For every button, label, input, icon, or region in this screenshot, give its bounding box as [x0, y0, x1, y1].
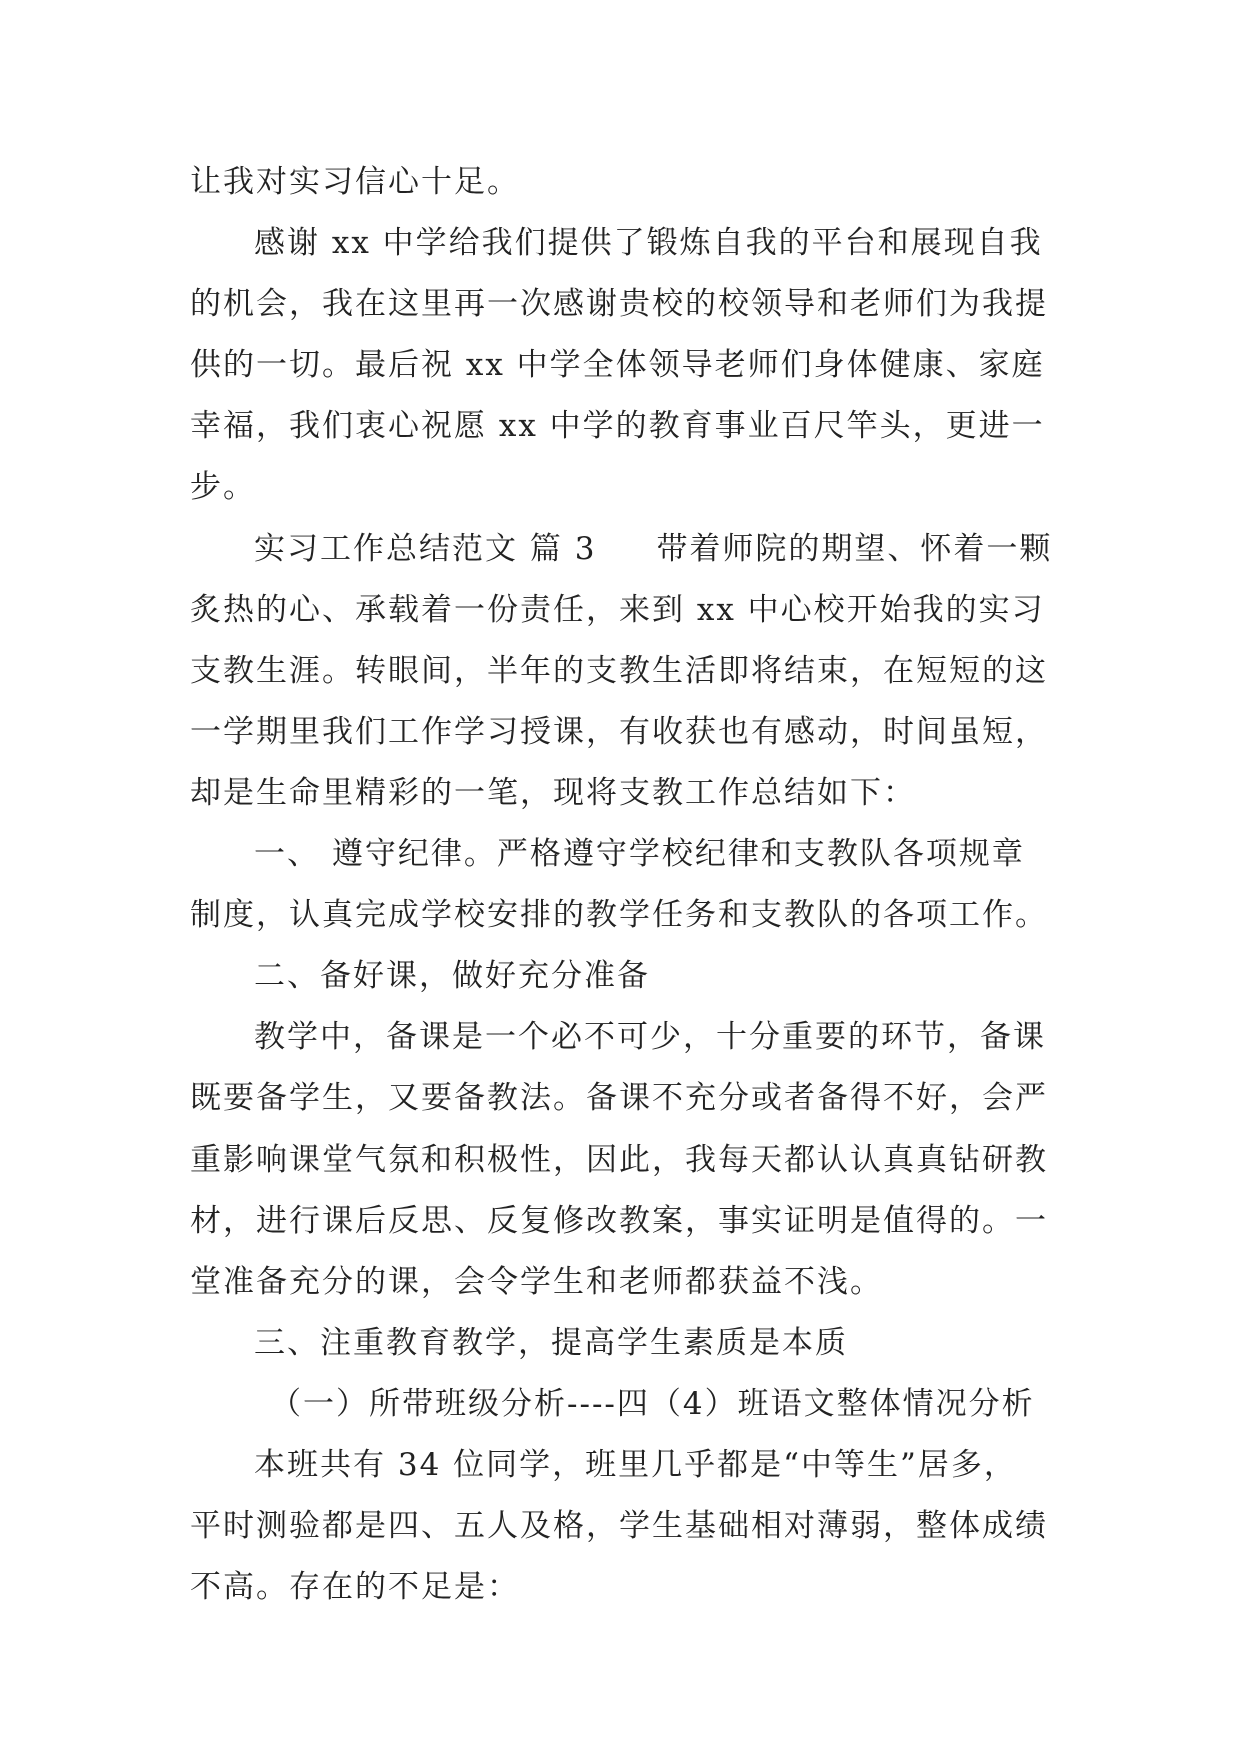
text-line: 既要备学生，又要备教法。备课不充分或者备得不好，会严 [190, 1080, 1048, 1117]
sub-heading: （一）所带班级分析----四（4）班语文整体情况分析 [270, 1385, 1035, 1422]
text-line: 幸福，我们衷心祝愿 xx 中学的教育事业百尺竿头，更进一 [190, 408, 1045, 445]
document-body [190, 152, 1052, 1618]
text-line: 让我对实习信心十足。 [190, 164, 520, 200]
text-line: 步。 [190, 469, 256, 506]
text-line: 材，进行课后反思、反复修改教案，事实证明是值得的。一 [190, 1202, 1048, 1239]
text-line: 制度，认真完成学校安排的教学任务和支教队的各项工作。 [190, 897, 1048, 934]
text-line: 平时测验都是四、五人及格，学生基础相对薄弱，整体成绩 [190, 1508, 1048, 1545]
text-line: 堂准备充分的课，会令学生和老师都获益不浅。 [190, 1263, 883, 1300]
text-line: 重影响课堂气氛和积极性，因此，我每天都认认真真钻研教 [190, 1141, 1048, 1178]
text-line: 却是生命里精彩的一笔，现将支教工作总结如下： [190, 774, 916, 811]
text-line: 供的一切。最后祝 xx 中学全体领导老师们身体健康、家庭 [190, 347, 1045, 384]
paragraph-start-line: 本班共有 34 位同学，班里几乎都是“中等生”居多， [254, 1446, 1017, 1483]
list-item-heading: 一、 遵守纪律。严格遵守学校纪律和支教队各项规章 [254, 836, 1025, 873]
paragraph-start-line: 教学中，备课是一个必不可少，十分重要的环节，备课 [254, 1019, 1046, 1056]
text-line: 支教生涯。转眼间，半年的支教生活即将结束，在短短的这 [190, 652, 1048, 689]
list-item-heading: 二、备好课，做好充分准备 [254, 958, 650, 995]
section-intro: 带着师院的期望、怀着一颗 [656, 530, 1053, 567]
text-line: 的机会，我在这里再一次感谢贵校的校领导和老师们为我提 [190, 286, 1048, 323]
paragraph-start-line: 感谢 xx 中学给我们提供了锻炼自我的平台和展现自我 [254, 225, 1043, 262]
text-line: 不高。存在的不足是： [190, 1569, 520, 1606]
section-heading: 实习工作总结范文 篇 3 [254, 530, 597, 567]
text-line: 炙热的心、承载着一份责任，来到 xx 中心校开始我的实习 [190, 591, 1045, 628]
text-line: 一学期里我们工作学习授课，有收获也有感动，时间虽短， [190, 713, 1048, 750]
list-item-heading: 三、注重教育教学，提高学生素质是本质 [254, 1324, 848, 1361]
section-heading-line [190, 519, 1052, 580]
